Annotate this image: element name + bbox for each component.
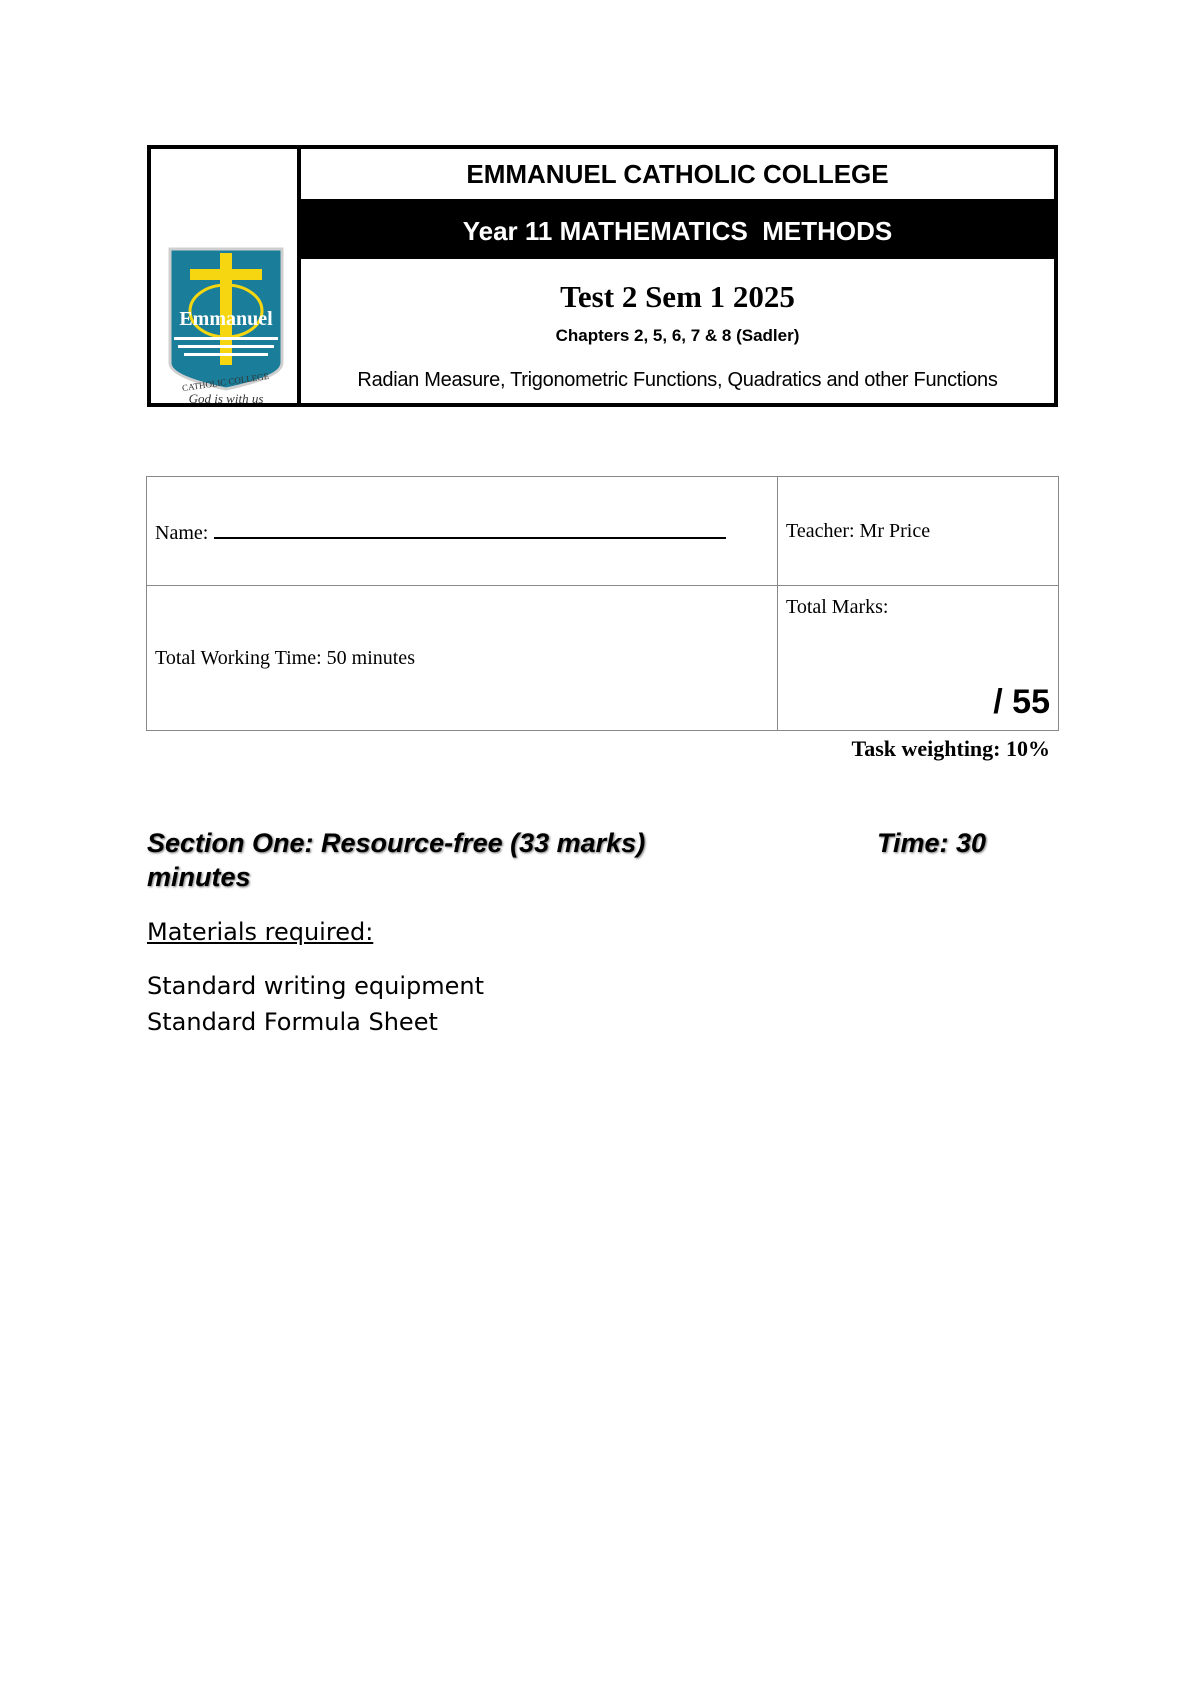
logo-cell [151,149,301,406]
name-cell [147,477,778,586]
college-logo [166,245,286,409]
teacher-cell: Teacher: Mr Price [778,477,1059,586]
name-label: Name: [155,522,209,544]
section-time: Time: 30 [877,828,987,858]
topics: Radian Measure, Trigonometric Functions, Quadratics and other Functions [357,368,998,391]
chapters: Chapters 2, 5, 6, 7 & 8 (Sadler) [555,326,800,345]
test-title: Test 2 Sem 1 2025 [560,279,795,314]
logo-subtitle: CATHOLIC COLLEGE [181,370,270,394]
total-marks-label: Total Marks: [786,596,889,618]
name-line[interactable] [214,517,726,539]
course-title: Year 11 MATHEMATICS METHODS [301,203,1054,259]
section-time-continued: minutes [147,862,251,892]
materials-heading: Materials required: [147,918,374,946]
details-table [146,476,1059,731]
working-time: Total Working Time: 50 minutes [147,586,778,731]
section-title: Section One: Resource-free (33 marks) [147,828,646,858]
total-marks-value: / 55 [993,683,1050,721]
total-marks-cell [778,586,1059,731]
header-info [301,149,1054,403]
materials [147,918,484,1040]
logo-motto: God is with us [188,391,264,406]
task-weighting: Task weighting: 10% [851,736,1050,761]
section-heading [147,826,1027,894]
exam-header [147,145,1058,407]
school-name: EMMANUEL CATHOLIC COLLEGE [301,149,1054,203]
materials-item: Standard writing equipment [147,972,485,1000]
logo-name: Emmanuel [179,308,273,330]
materials-item: Standard Formula Sheet [147,1008,438,1036]
